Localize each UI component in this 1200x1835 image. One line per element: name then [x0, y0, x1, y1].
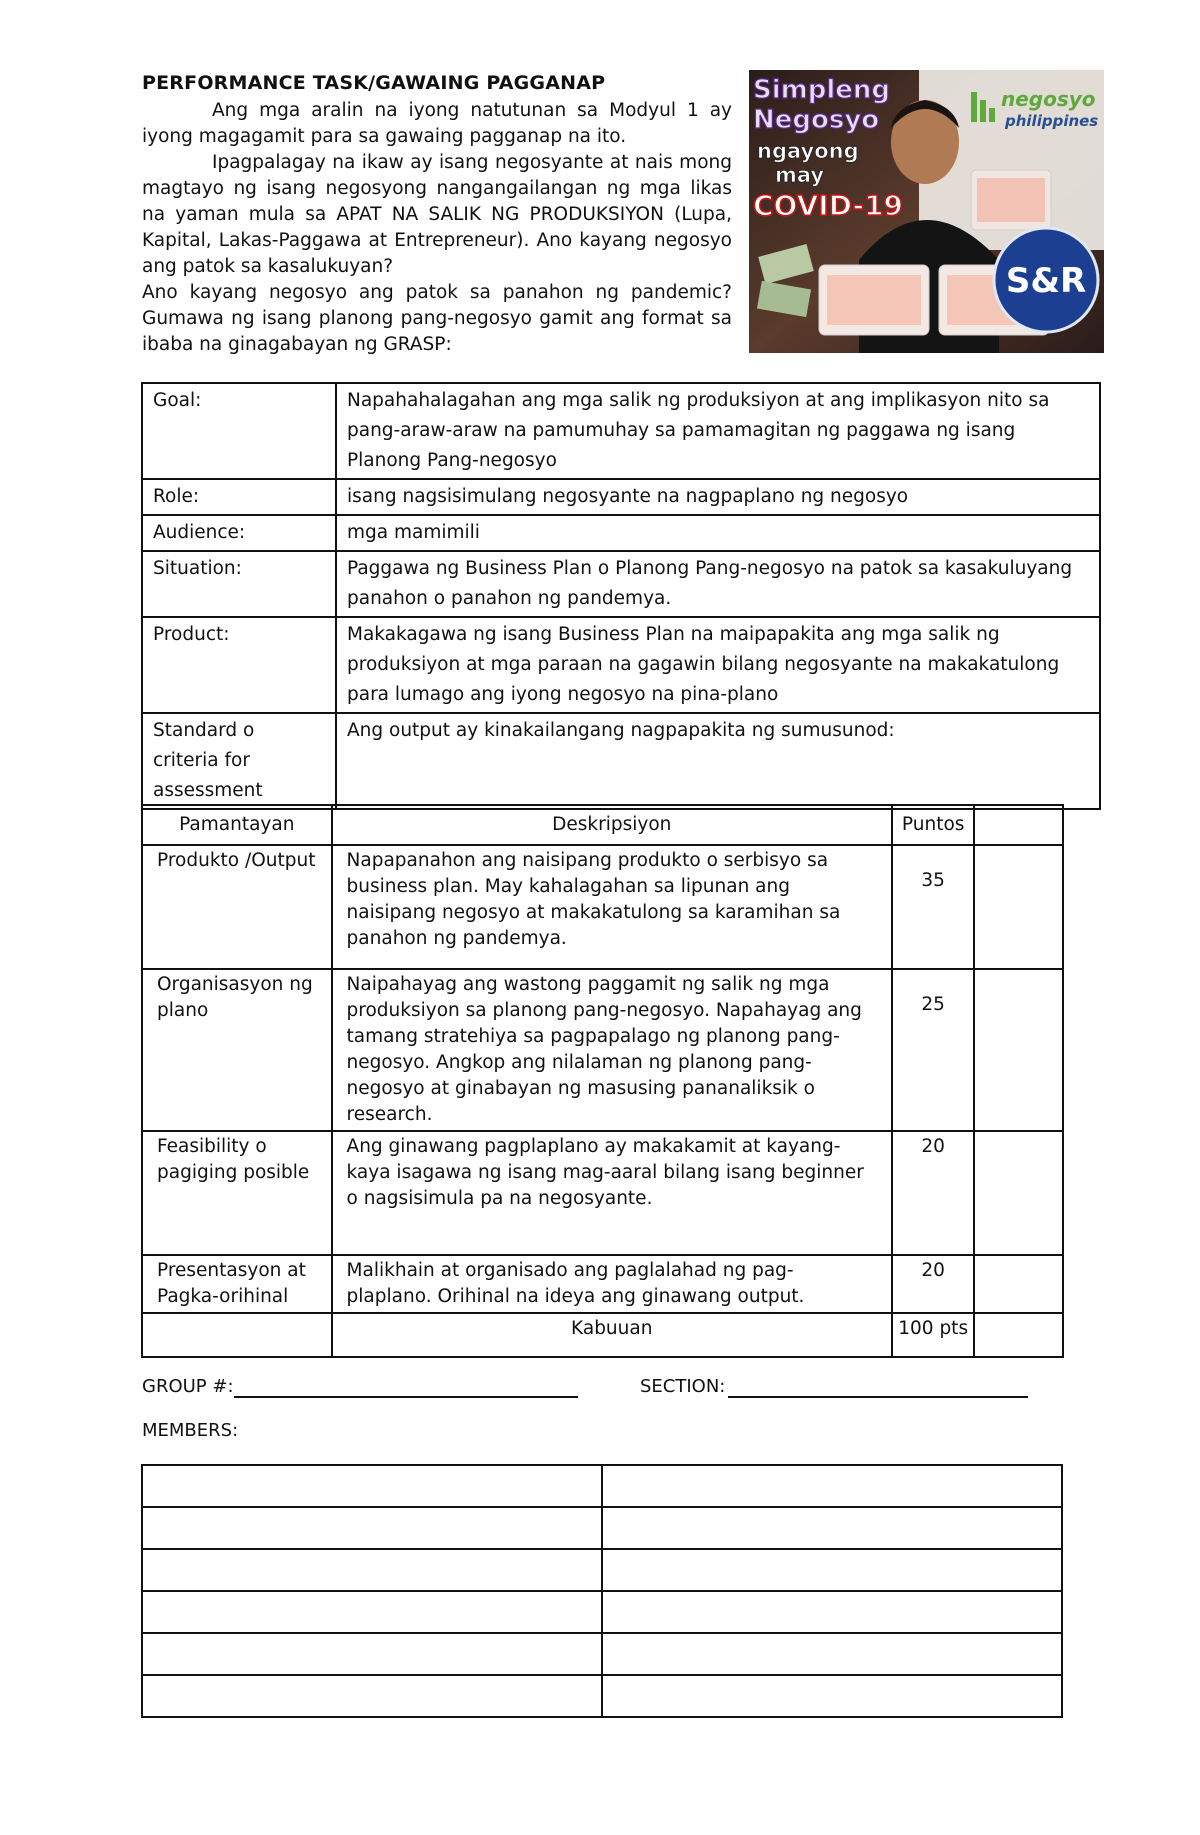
headline-line-1: Simpleng — [753, 75, 891, 105]
table-row — [142, 617, 1100, 713]
member-cell[interactable] — [142, 1549, 602, 1591]
rubric-total-blank — [142, 1313, 332, 1357]
group-input-line[interactable] — [234, 1396, 578, 1398]
table-row — [142, 1549, 1062, 1591]
member-cell[interactable] — [602, 1549, 1062, 1591]
grasp-value: mga mamimili — [336, 515, 1100, 551]
grasp-value: Makakagawa ng isang Business Plan na maipapakita ang mga salik ng produksiyon at mga paraan na gagawin bilang negosyante na makakatulong para lumago ang iyong negosyo na pina-plano — [336, 617, 1100, 713]
table-row — [142, 383, 1100, 479]
grasp-key: Role: — [142, 479, 336, 515]
sr-badge-text: S&R — [1005, 261, 1087, 301]
rubric-criterion: Feasibility o pagiging posible — [142, 1131, 332, 1255]
member-cell[interactable] — [602, 1591, 1062, 1633]
grasp-key: Goal: — [142, 383, 336, 479]
svg-text:philippines: philippines — [1005, 112, 1099, 130]
grasp-key: Situation: — [142, 551, 336, 617]
grasp-value: Paggawa ng Business Plan o Planong Pang-negosyo na patok sa kasakuluyang panahon o panahon ng pandemya. — [336, 551, 1100, 617]
table-row — [142, 479, 1100, 515]
grasp-value: isang nagsisimulang negosyante na nagpaplano ng negosyo — [336, 479, 1100, 515]
member-cell[interactable] — [602, 1633, 1062, 1675]
grasp-table — [141, 382, 1101, 810]
rubric-description: Malikhain at organisado ang paglalahad ng pag-plaplano. Orihinal na ideya ang ginawang output. — [332, 1255, 892, 1313]
table-row — [142, 1675, 1062, 1717]
member-cell[interactable] — [142, 1465, 602, 1507]
rubric-score-cell — [974, 969, 1063, 1131]
intro-text — [142, 98, 732, 358]
page-title: PERFORMANCE TASK/GAWAING PAGGANAP — [142, 72, 606, 94]
rubric-criterion: Organisasyon ng plano — [142, 969, 332, 1131]
member-cell[interactable] — [602, 1465, 1062, 1507]
rubric-total-points: 100 pts — [892, 1313, 974, 1357]
rubric-total-score — [974, 1313, 1063, 1357]
table-row — [142, 1255, 1063, 1313]
grasp-value: Ang output ay kinakailangang nagpapakita ng sumusunod: — [336, 713, 1100, 809]
rubric-header-row — [142, 805, 1063, 845]
rubric-total-label: Kabuuan — [332, 1313, 892, 1357]
rubric-score-cell — [974, 1131, 1063, 1255]
rubric-header-description: Deskripsiyon — [332, 805, 892, 845]
table-row — [142, 845, 1063, 969]
rubric-description: Napapanahon ang naisipang produkto o serbisyo sa business plan. May kahalagahan sa lipunan ang naisipang negosyo at makakatulong sa karamihan sa panahon ng pandemya. — [332, 845, 892, 969]
member-cell[interactable] — [602, 1675, 1062, 1717]
member-cell[interactable] — [142, 1675, 602, 1717]
member-cell[interactable] — [142, 1507, 602, 1549]
grasp-key: Product: — [142, 617, 336, 713]
section-label: SECTION: — [640, 1376, 726, 1397]
headline-line-3: ngayong — [757, 139, 859, 163]
headline-line-4: may — [775, 163, 825, 187]
rubric-description: Naipahayag ang wastong paggamit ng salik ng mga produksiyon sa planong pang-negosyo. Napahayag ang tamang stratehiya sa pagpapalago ng planong pang-negosyo. Angkop ang nilalaman ng planong pang-negosyo at ginabayan ng masusing pananaliksik o research. — [332, 969, 892, 1131]
rubric-total-row — [142, 1313, 1063, 1357]
intro-paragraph-2: Ipagpalagay na ikaw ay isang negosyante at nais mong magtayo ng isang negosyong nangangailangan ng mga likas na yaman mula sa APAT NA SALIK NG PRODUKSIYON (Lupa, Kapital, Lakas-Paggawa at Entrepreneur). Ano kayang negosyo ang patok sa kasalukuyan? — [142, 152, 732, 277]
svg-text:negosyo: negosyo — [1001, 87, 1096, 111]
members-table — [141, 1464, 1063, 1718]
grasp-key: Audience: — [142, 515, 336, 551]
table-row — [142, 1465, 1062, 1507]
rubric-points: 20 — [892, 1255, 974, 1313]
rubric-score-cell — [974, 845, 1063, 969]
rubric-points: 35 — [892, 845, 974, 969]
table-row — [142, 1131, 1063, 1255]
rubric-score-cell — [974, 1255, 1063, 1313]
rubric-table — [141, 804, 1064, 1358]
member-cell[interactable] — [602, 1507, 1062, 1549]
headline-line-2: Negosyo — [753, 105, 880, 135]
grasp-value: Napahahalagahan ang mga salik ng produksiyon at ang implikasyon nito sa pang-araw-araw na pamumuhay sa pamamagitan ng paggawa ng isang Planong Pang-negosyo — [336, 383, 1100, 479]
section-input-line[interactable] — [728, 1396, 1028, 1398]
grasp-key: Standard o criteria for assessment — [142, 713, 336, 809]
table-row — [142, 713, 1100, 809]
table-row — [142, 1507, 1062, 1549]
intro-paragraph-3: Ano kayang negosyo ang patok sa panahon ng pandemic? Gumawa ng isang planong pang-negosyo gamit ang format sa ibaba na ginagabayan ng GRASP: — [142, 282, 732, 355]
member-cell[interactable] — [142, 1591, 602, 1633]
headline-line-5: COVID-19 — [753, 189, 904, 222]
rubric-description: Ang ginawang pagplaplano ay makakamit at kayang-kaya isagawa ng isang mag-aaral bilang isang beginner o nagsisimula pa na negosyante. — [332, 1131, 892, 1255]
intro-paragraph-1: Ang mga aralin na iyong natutunan sa Modyul 1 ay iyong magagamit para sa gawaing pagganap na ito. — [142, 100, 732, 147]
promo-image — [749, 70, 1104, 353]
rubric-header-criterion: Pamantayan — [142, 805, 332, 845]
table-row — [142, 551, 1100, 617]
table-row — [142, 515, 1100, 551]
members-label: MEMBERS: — [142, 1420, 239, 1441]
rubric-header-points: Puntos — [892, 805, 974, 845]
table-row — [142, 1591, 1062, 1633]
member-cell[interactable] — [142, 1633, 602, 1675]
rubric-criterion: Produkto /Output — [142, 845, 332, 969]
table-row — [142, 969, 1063, 1131]
rubric-header-score — [974, 805, 1063, 845]
table-row — [142, 1633, 1062, 1675]
rubric-criterion: Presentasyon at Pagka-orihinal — [142, 1255, 332, 1313]
rubric-points: 20 — [892, 1131, 974, 1255]
group-label: GROUP #: — [142, 1376, 234, 1397]
rubric-points: 25 — [892, 969, 974, 1131]
